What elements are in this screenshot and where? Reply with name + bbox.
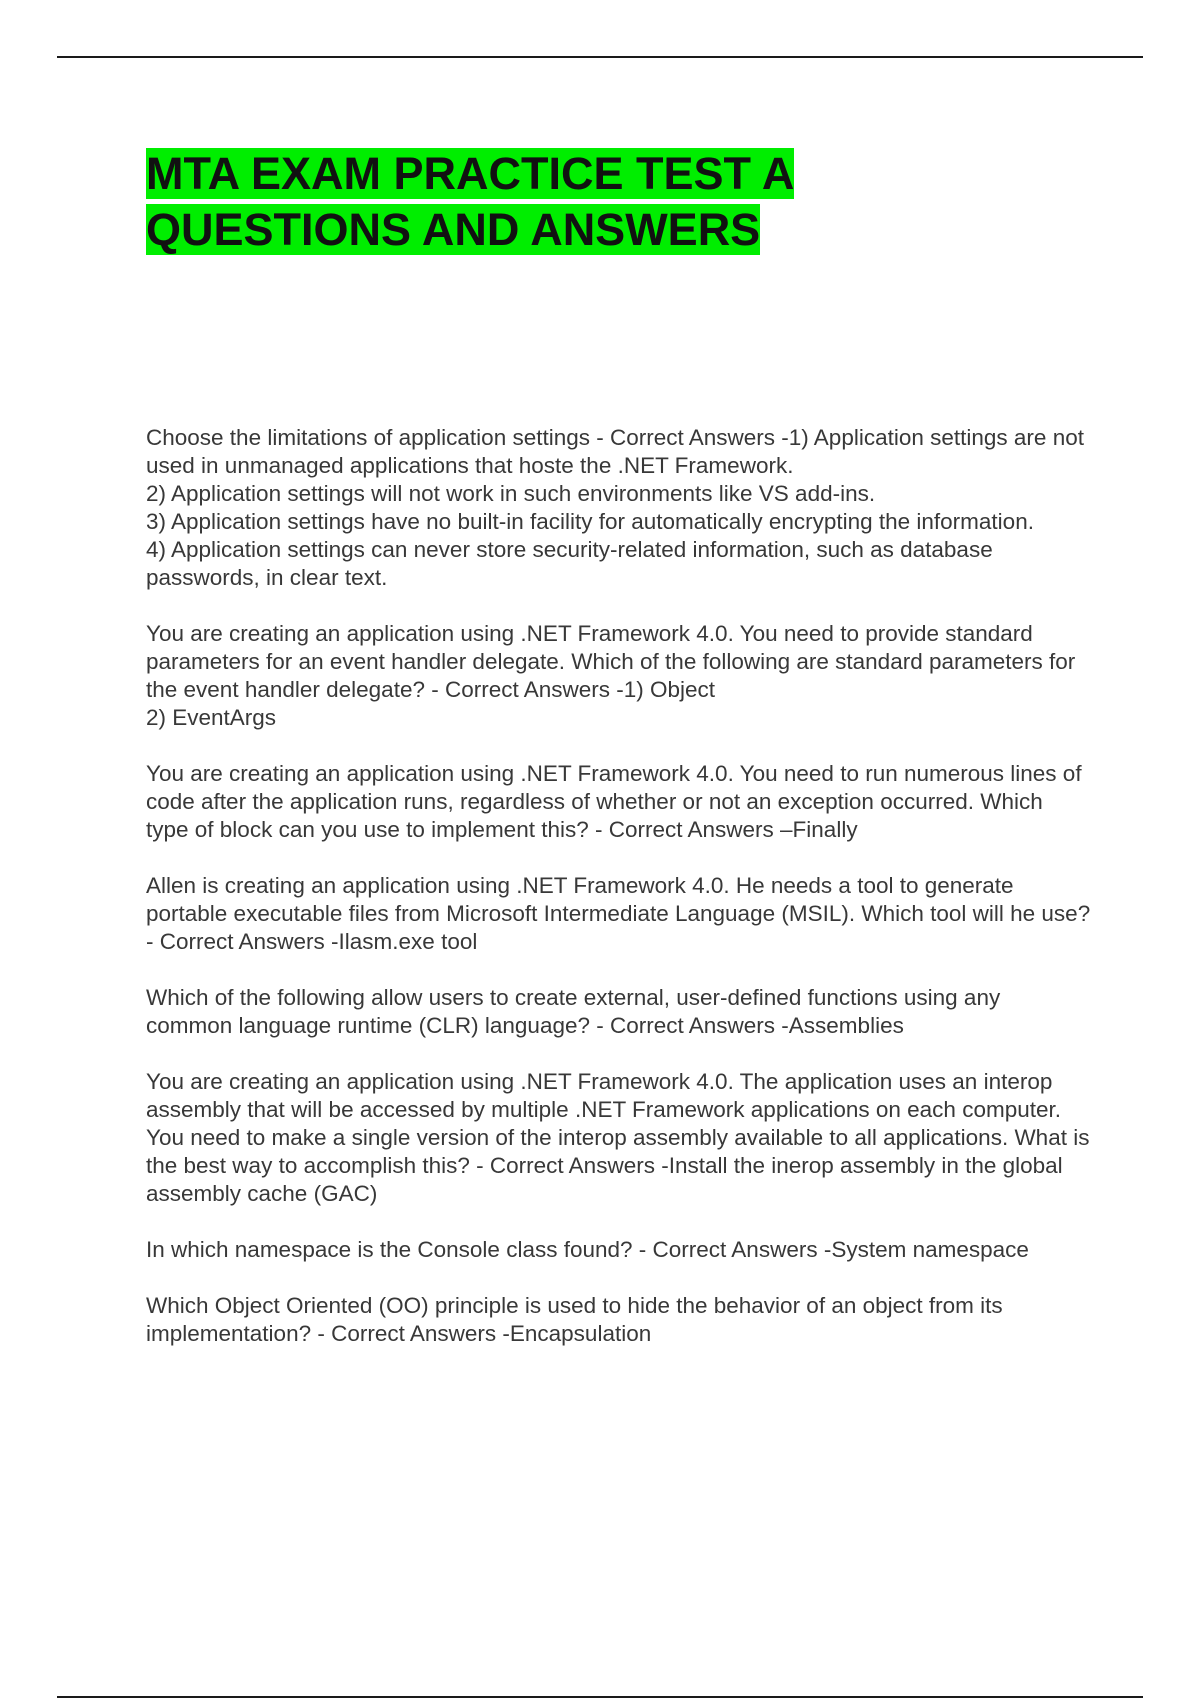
qa-item: Which Object Oriented (OO) principle is used to hide the behavior of an object from its implementation? - Correct Answers -Encapsulation xyxy=(146,1293,1003,1346)
qa-item: Which of the following allow users to create external, user-defined functions using any common language runtime (CLR) language? - Correct Answers -Assemblies xyxy=(146,985,1001,1038)
qa-item: You are creating an application using .NET Framework 4.0. You need to provide standard parameters for an event handler delegate. Which of the following are standard parameters for the event handler delegate? - Correct Answers -1) Object 2) EventArgs xyxy=(146,621,1076,730)
document-title-block xyxy=(146,146,946,258)
qa-item: Choose the limitations of application settings - Correct Answers -1) Application settings are not used in unmanaged applications that hoste the .NET Framework. 2) Application settings will not work in such environments like VS add-ins. 3) Application settings have no built-in facility for automatically encrypting the information. 4) Application settings can never store security-related information, such as database passwords, in clear text. xyxy=(146,425,1084,590)
header-rule xyxy=(57,56,1143,58)
title-line-2: QUESTIONS AND ANSWERS xyxy=(146,204,761,255)
title-line-1: MTA EXAM PRACTICE TEST A xyxy=(146,148,795,199)
qa-item: Allen is creating an application using .NET Framework 4.0. He needs a tool to generate portable executable files from Microsoft Intermediate Language (MSIL). Which tool will he use? - Correct Answers -Ilasm.exe tool xyxy=(146,873,1091,954)
qa-item: You are creating an application using .NET Framework 4.0. You need to run numerous lines of code after the application runs, regardless of whether or not an exception occurred. Which type of block can you use to implement this? - Correct Answers –Finally xyxy=(146,761,1082,842)
qa-item: You are creating an application using .NET Framework 4.0. The application uses an interop assembly that will be accessed by multiple .NET Framework applications on each computer. You need to make a single version of the interop assembly available to all applications. What is the best way to accomplish this? - Correct Answers -Install the inerop assembly in the global assembly cache (GAC) xyxy=(146,1069,1090,1206)
qa-item: In which namespace is the Console class found? - Correct Answers -System namespace xyxy=(146,1237,1029,1262)
document-title xyxy=(146,146,946,258)
footer-rule xyxy=(57,1696,1143,1698)
qa-list xyxy=(146,424,1091,1376)
